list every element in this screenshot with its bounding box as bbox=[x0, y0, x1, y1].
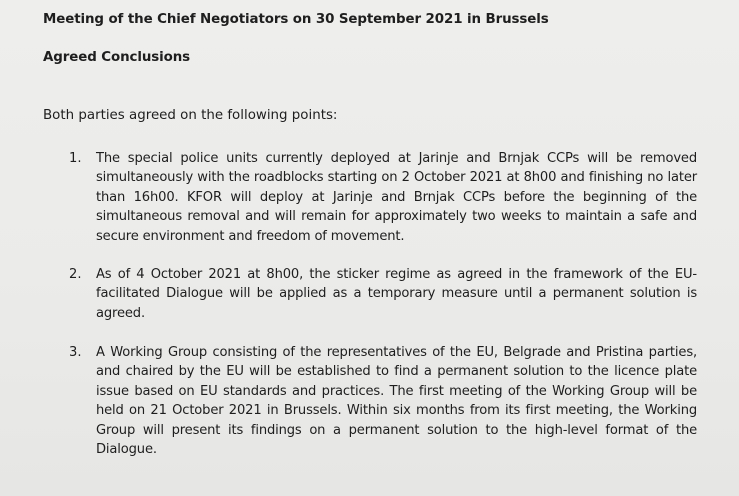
list-item-number: 3. bbox=[69, 345, 82, 360]
document-subtitle: Agreed Conclusions bbox=[43, 50, 191, 65]
list-item-text: The special police units currently deployed at Jarinje and Brnjak CCPs will be removed simultaneously with the roadblocks starting on 2 October 2021 at 8h00 and finishing no later than 16h00. KFOR will deploy at Jarinje and Brnjak CCPs before the beginning of the simultaneous removal and will remain for approximately two weeks to maintain a safe and secure environment and freedom of movement. bbox=[96, 151, 697, 244]
list-item bbox=[69, 265, 697, 323]
list-item-number: 2. bbox=[69, 267, 82, 282]
list-item bbox=[69, 149, 697, 246]
intro-text: Both parties agreed on the following points: bbox=[43, 108, 338, 123]
list-item-text: As of 4 October 2021 at 8h00, the sticker regime as agreed in the framework of the EU-facilitated Dialogue will be applied as a temporary measure until a permanent solution is agreed. bbox=[96, 267, 697, 321]
list-item bbox=[69, 343, 697, 459]
document-title: Meeting of the Chief Negotiators on 30 September 2021 in Brussels bbox=[43, 12, 549, 27]
list-item-number: 1. bbox=[69, 151, 82, 166]
list-item-text: A Working Group consisting of the representatives of the EU, Belgrade and Pristina parties, and chaired by the EU will be established to find a permanent solution to the licence plate issue based on EU standards and practices. The first meeting of the Working Group will be held on 21 October 2021 in Brussels. Within six months from its first meeting, the Working Group will present its findings on a permanent solution to the high-level format of the Dialogue. bbox=[96, 345, 697, 458]
